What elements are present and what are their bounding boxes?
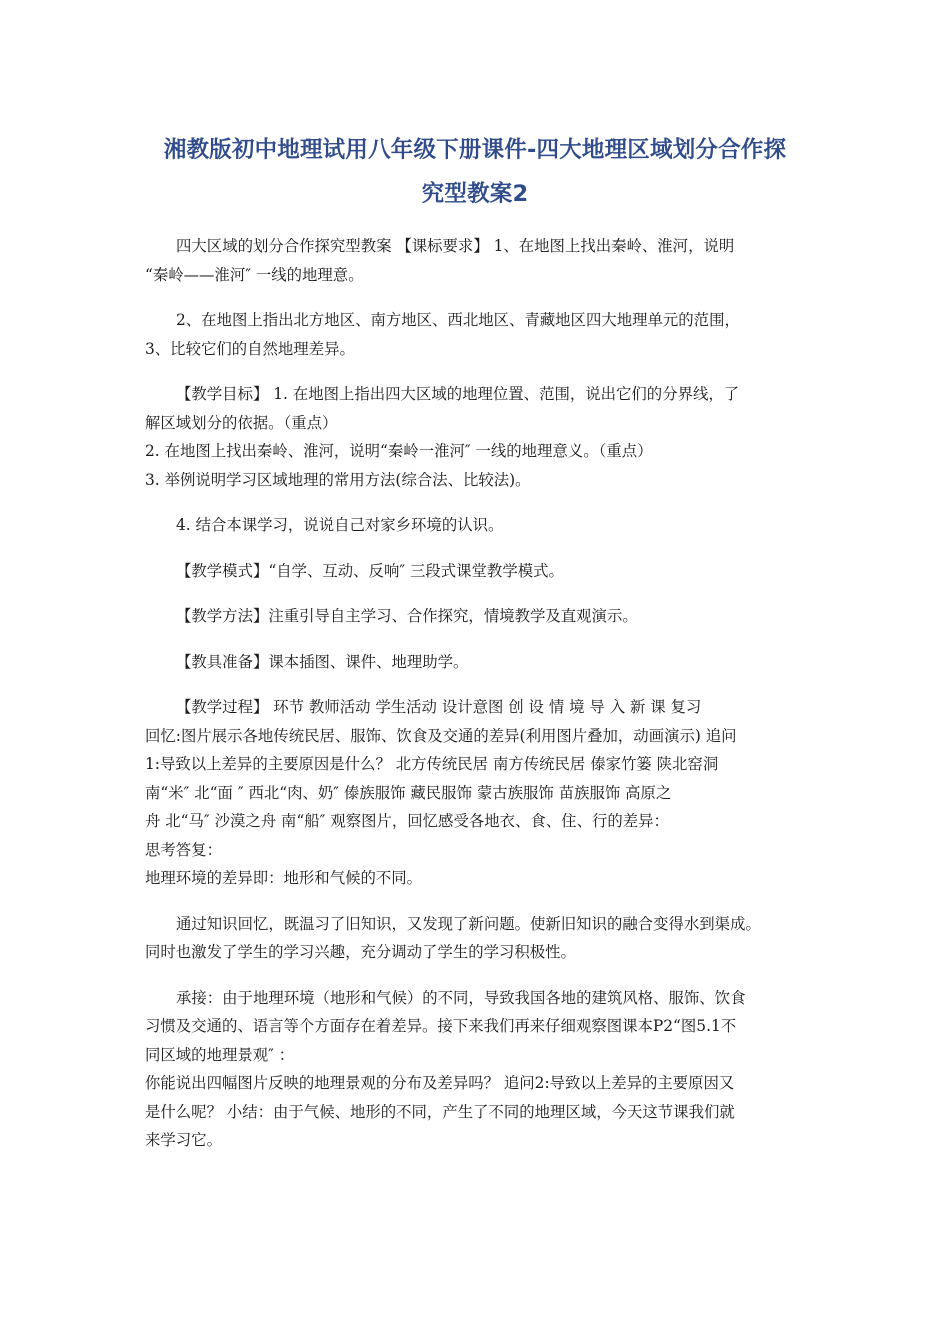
text-line: 4. 结合本课学习，说说自己对家乡环境的认识。 <box>176 516 504 534</box>
document-body <box>145 232 810 1155</box>
text-line: 回忆:图片展示各地传统民居、服饰、饮食及交通的差异(利用图片叠加，动画演示) 追问 <box>145 726 737 745</box>
text-line: “秦岭——淮河″ 一线的地理意。 <box>145 265 364 284</box>
paragraph-objective-4 <box>145 511 810 540</box>
text-line: 【教学方法】注重引导自主学习、合作探究，情境教学及直观演示。 <box>176 607 638 625</box>
text-line: 【教学过程】 环节 教师活动 学生活动 设计意图 创 设 情 境 导 入 新 课 复习 <box>176 698 702 716</box>
document-title <box>100 128 850 216</box>
text-line: 地理环境的差异即：地形和气候的不同。 <box>145 869 423 887</box>
text-line: 解区域划分的依据。（重点） <box>145 413 338 432</box>
text-line: 南“米″ 北“面 ″ 西北“肉、奶″ 傣族服饰 藏民服饰 蒙古族服饰 苗族服饰 高原之 <box>145 783 672 802</box>
text-line: 承接：由于地理环境（地形和气候）的不同，导致我国各地的建筑风格、服饰、饮食 <box>176 988 746 1007</box>
paragraph-design-intent <box>145 910 810 967</box>
paragraph-curriculum-requirements <box>145 232 810 289</box>
text-line: 2. 在地图上找出秦岭、淮河，说明“秦岭一淮河″ 一线的地理意义。（重点） <box>145 442 653 460</box>
title-line-1: 湘教版初中地理试用八年级下册课件-四大地理区域划分合作探 <box>163 137 787 163</box>
text-line: 3、比较它们的自然地理差异。 <box>145 339 355 358</box>
text-line: 同时也激发了学生的学习兴趣，充分调动了学生的学习积极性。 <box>145 943 576 961</box>
paragraph-requirements-cont <box>145 306 810 363</box>
text-line: 同区域的地理景观″ ： <box>145 1045 295 1064</box>
text-line: 思考答复： <box>145 840 222 859</box>
paragraph-transition <box>145 984 810 1155</box>
text-line: 通过知识回忆，既温习了旧知识，又发现了新问题。使新旧知识的融合变得水到渠成。 <box>176 914 761 933</box>
text-line: 习惯及交通的、语言等个方面存在着差异。接下来我们再来仔细观察图课本P2“图5.1不 <box>145 1017 737 1035</box>
paragraph-teaching-mode <box>145 557 810 586</box>
text-line: 来学习它。 <box>145 1131 222 1149</box>
text-line: 3. 举例说明学习区域地理的常用方法(综合法、比较法)。 <box>145 470 531 489</box>
text-line: 2、在地图上指出北方地区、南方地区、西北地区、青藏地区四大地理单元的范围， <box>176 311 740 329</box>
paragraph-teaching-objectives <box>145 380 810 494</box>
text-line: 是什么呢？ 小结：由于气候、地形的不同，产生了不同的地理区域，今天这节课我们就 <box>145 1102 735 1121</box>
text-line: 四大区域的划分合作探究型教案 【课标要求】 1、在地图上找出秦岭、淮河，说明 <box>176 237 735 255</box>
text-line: 【教具准备】课本插图、课件、地理助学。 <box>176 652 469 671</box>
text-line: 1:导致以上差异的主要原因是什么？ 北方传统民居 南方传统民居 傣家竹篓 陕北窑洞 <box>145 755 719 773</box>
paragraph-teaching-aids <box>145 648 810 677</box>
text-line: 【教学目标】 1. 在地图上指出四大区域的地理位置、范围，说出它们的分界线，了 <box>176 385 740 403</box>
title-line-2: 究型教案2 <box>421 181 529 207</box>
paragraph-teaching-method <box>145 602 810 631</box>
text-line: 【教学模式】“自学、互动、反响″ 三段式课堂教学模式。 <box>176 561 564 580</box>
text-line: 舟 北“马″ 沙漠之舟 南“船″ 观察图片，回忆感受各地衣、食、住、行的差异： <box>145 812 669 830</box>
paragraph-teaching-process <box>145 693 810 893</box>
text-line: 你能说出四幅图片反映的地理景观的分布及差异吗？ 追问2:导致以上差异的主要原因又 <box>145 1074 735 1092</box>
